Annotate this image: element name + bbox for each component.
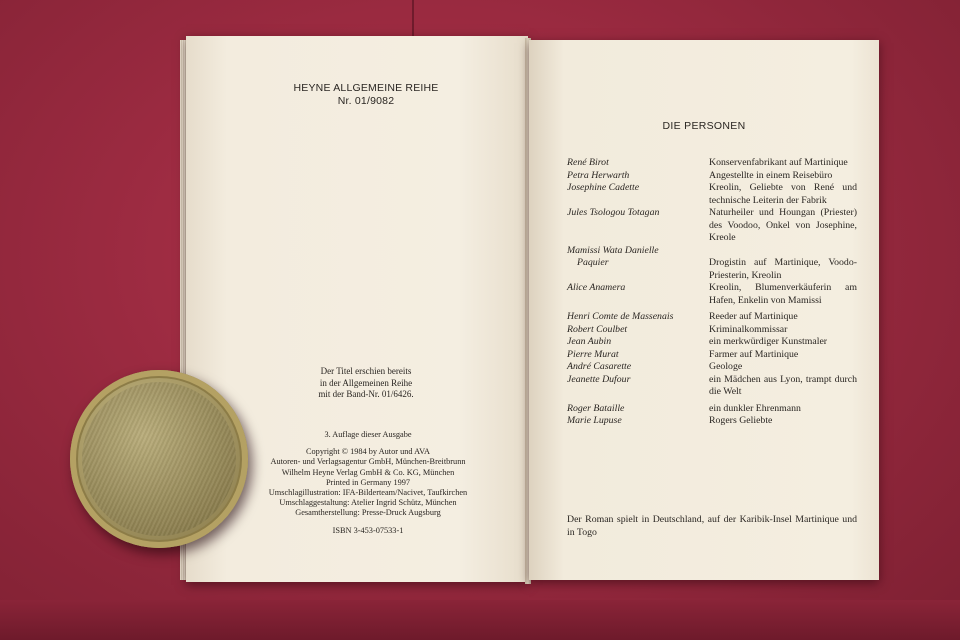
list-item xyxy=(567,403,867,416)
character-description: ein Mädchen aus Lyon, trampt durch die Welt xyxy=(709,373,857,397)
list-item xyxy=(567,324,867,337)
character-description: Farmer auf Martinique xyxy=(709,348,799,360)
character-description: Kreolin, Blumenverkäuferin am Hafen, Enkelin von Mamissi xyxy=(709,282,857,306)
list-item xyxy=(567,182,867,207)
character-description: Reeder auf Martinique xyxy=(709,311,798,322)
character-description: Konservenfabrikant auf Martinique xyxy=(709,157,848,168)
note-line: in der Allgemeinen Reihe xyxy=(319,377,413,388)
imprint-line: Autoren- und Verlagsagentur GmbH, München-Breitbrunn xyxy=(270,457,466,467)
character-name: René Birot xyxy=(567,157,609,168)
character-name: Pierre Murat xyxy=(567,348,619,360)
character-name: Marie Lupuse xyxy=(567,415,622,426)
edition-line: 3. Auflage dieser Ausgabe xyxy=(324,430,412,439)
list-item xyxy=(567,207,867,245)
character-name: Henri Comte de Massenais xyxy=(567,311,674,322)
series-header xyxy=(266,82,466,108)
character-name-line: Mamissi Wata Danielle xyxy=(567,244,659,256)
list-item xyxy=(567,257,867,282)
character-name: Alice Anamera xyxy=(567,282,626,293)
table-cloth xyxy=(0,600,960,640)
page-title: DIE PERSONEN xyxy=(662,120,746,132)
previous-edition-note xyxy=(266,366,466,401)
imprint-line: Umschlaggestaltung: Atelier Ingrid Schütz, München xyxy=(279,498,457,508)
imprint-line: Gesamtherstellung: Presse-Druck Augsburg xyxy=(295,508,441,518)
list-item xyxy=(567,170,867,183)
character-name xyxy=(567,257,709,282)
character-description: Drogistin auf Martinique, Voodo-Priesterin, Kreolin xyxy=(709,257,857,281)
list-item xyxy=(567,361,867,374)
imprint-line: Wilhelm Heyne Verlag GmbH & Co. KG, München xyxy=(281,467,455,477)
character-description: ein merkwürdiger Kunstmaler xyxy=(709,336,828,347)
list-item xyxy=(567,374,867,399)
character-description: Naturheiler und Houngan (Priester) des Voodoo, Onkel von Josephine, Kreole xyxy=(709,207,857,243)
imprint-line: Copyright © 1984 by Autor und AVA xyxy=(305,447,430,457)
character-name: Josephine Cadette xyxy=(567,182,640,193)
character-description: ein dunkler Ehrenmann xyxy=(709,402,801,414)
character-name: Jules Tsologou Totagan xyxy=(567,207,660,218)
imprint-line: Printed in Germany 1997 xyxy=(325,477,411,487)
series-name: HEYNE ALLGEMEINE REIHE xyxy=(293,82,439,94)
list-item xyxy=(567,157,867,170)
show-through-text xyxy=(276,136,476,156)
brass-paperweight xyxy=(70,370,248,548)
note-line: Der Titel erschien bereits xyxy=(320,366,412,376)
list-item xyxy=(567,282,867,307)
cast-list xyxy=(567,157,867,428)
character-name-line: Paquier xyxy=(577,257,609,268)
character-description: Geologe xyxy=(709,361,743,372)
imprint xyxy=(248,430,488,536)
character-description: Angestellte in einem Reisebüro xyxy=(709,169,833,181)
series-number: Nr. 01/9082 xyxy=(337,95,395,107)
character-name: Jean Aubin xyxy=(567,336,612,347)
cloth-fold xyxy=(412,0,414,40)
right-page xyxy=(529,40,879,580)
character-description: Kreolin, Geliebte von René und technische Leiterin der Fabrik xyxy=(709,182,857,206)
character-name: Roger Bataille xyxy=(567,402,625,414)
list-item xyxy=(567,336,867,349)
character-name: André Casarette xyxy=(567,361,632,372)
list-item xyxy=(567,415,867,428)
list-item xyxy=(567,349,867,362)
isbn: ISBN 3-453-07533-1 xyxy=(332,525,404,535)
setting-note: Der Roman spielt in Deutschland, auf der Karibik-Insel Martinique und in Togo xyxy=(567,514,857,538)
imprint-line: Umschlagillustration: IFA-Bilderteam/Nacivet, Taufkirchen xyxy=(268,488,468,498)
paperweight-face xyxy=(82,382,236,536)
character-name: Robert Coulbet xyxy=(567,323,628,335)
character-name: Jeanette Dufour xyxy=(567,373,631,385)
character-description: Kriminalkommissar xyxy=(709,323,788,335)
character-description: Rogers Geliebte xyxy=(709,415,773,426)
list-item xyxy=(567,311,867,324)
character-name: Petra Herwarth xyxy=(567,169,630,181)
note-line: mit der Band-Nr. 01/6426. xyxy=(318,389,414,399)
